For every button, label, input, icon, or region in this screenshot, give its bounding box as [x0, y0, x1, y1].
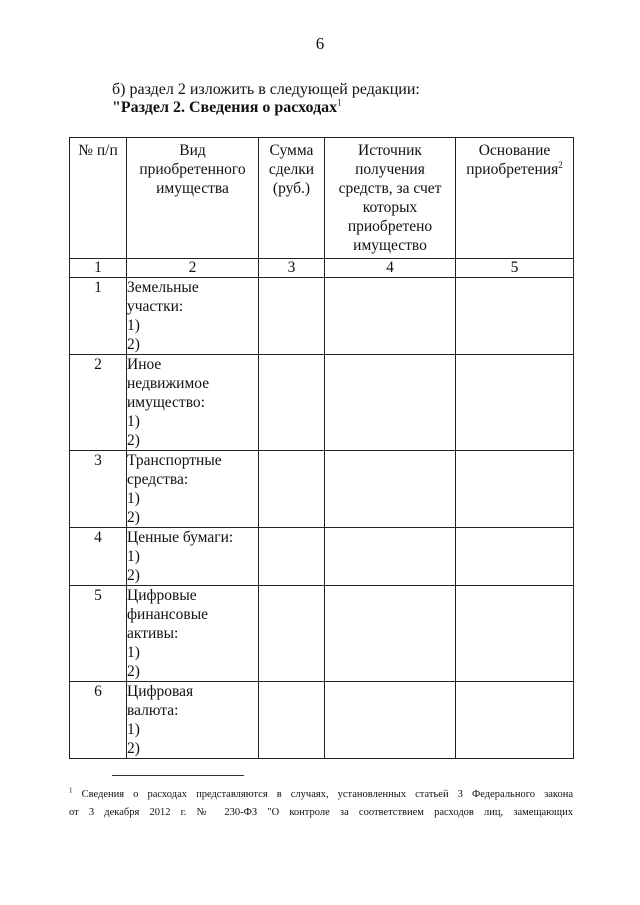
header-deal-amount: Сумма сделки (руб.)	[259, 138, 325, 259]
section-title	[112, 98, 342, 117]
row-number: 2	[70, 355, 127, 451]
column-number: 1	[70, 259, 127, 278]
row-number: 6	[70, 682, 127, 759]
row-property-kind: Цифровые финансовые активы: 1) 2)	[127, 586, 259, 682]
empty-cell	[325, 355, 456, 451]
column-number: 4	[325, 259, 456, 278]
row-property-kind: Транспортные средства: 1) 2)	[127, 451, 259, 528]
footnote-divider	[112, 775, 244, 776]
empty-cell	[456, 528, 574, 586]
section-footnote-ref: 1	[337, 97, 342, 108]
empty-cell	[325, 528, 456, 586]
empty-cell	[325, 451, 456, 528]
row-property-kind: Ценные бумаги: 1) 2)	[127, 528, 259, 586]
table-row	[70, 528, 574, 586]
header-acquisition-basis: Основание приобретения$^2$	[456, 138, 574, 259]
footnote-marker: 1	[69, 786, 73, 795]
footnote-line-1: $^1$ Сведения о расходах представляются в случаях, установленных статьей 3 Федерального закона	[69, 786, 573, 800]
header-number: № п/п	[70, 138, 127, 259]
row-number: 1	[70, 278, 127, 355]
header-footnote-ref: 2	[558, 159, 563, 170]
empty-cell	[456, 278, 574, 355]
header-funds-source: Источник получения средств, за счет которых приобретено имущество	[325, 138, 456, 259]
header-row	[70, 138, 574, 259]
empty-cell	[259, 528, 325, 586]
expenses-table	[69, 137, 574, 759]
row-property-kind: Земельные участки: 1) 2)	[127, 278, 259, 355]
column-number: 3	[259, 259, 325, 278]
page-number: 6	[315, 34, 325, 53]
empty-cell	[259, 278, 325, 355]
footnote-line-2: от 3 декабря 2012 г. № 230-ФЗ "О контроле за соответствием расходов лиц, замещающих	[69, 807, 573, 818]
empty-cell	[259, 586, 325, 682]
empty-cell	[259, 682, 325, 759]
empty-cell	[456, 682, 574, 759]
column-number: 5	[456, 259, 574, 278]
row-number: 3	[70, 451, 127, 528]
intro-text: б) раздел 2 изложить в следующей редакции:	[112, 81, 420, 98]
empty-cell	[259, 451, 325, 528]
table-row	[70, 586, 574, 682]
empty-cell	[259, 355, 325, 451]
column-number: 2	[127, 259, 259, 278]
empty-cell	[325, 682, 456, 759]
row-number: 4	[70, 528, 127, 586]
table-row	[70, 451, 574, 528]
table-row	[70, 355, 574, 451]
header-property-kind: Вид приобретенного имущества	[127, 138, 259, 259]
empty-cell	[456, 451, 574, 528]
column-number-row	[70, 259, 574, 278]
empty-cell	[325, 278, 456, 355]
empty-cell	[456, 586, 574, 682]
row-number: 5	[70, 586, 127, 682]
row-property-kind: Цифровая валюта: 1) 2)	[127, 682, 259, 759]
empty-cell	[325, 586, 456, 682]
section-title-text: "Раздел 2. Сведения о расходах	[112, 99, 338, 116]
footnote	[69, 786, 573, 822]
table-row	[70, 682, 574, 759]
table-row	[70, 278, 574, 355]
row-property-kind: Иное недвижимое имущество: 1) 2)	[127, 355, 259, 451]
empty-cell	[456, 355, 574, 451]
